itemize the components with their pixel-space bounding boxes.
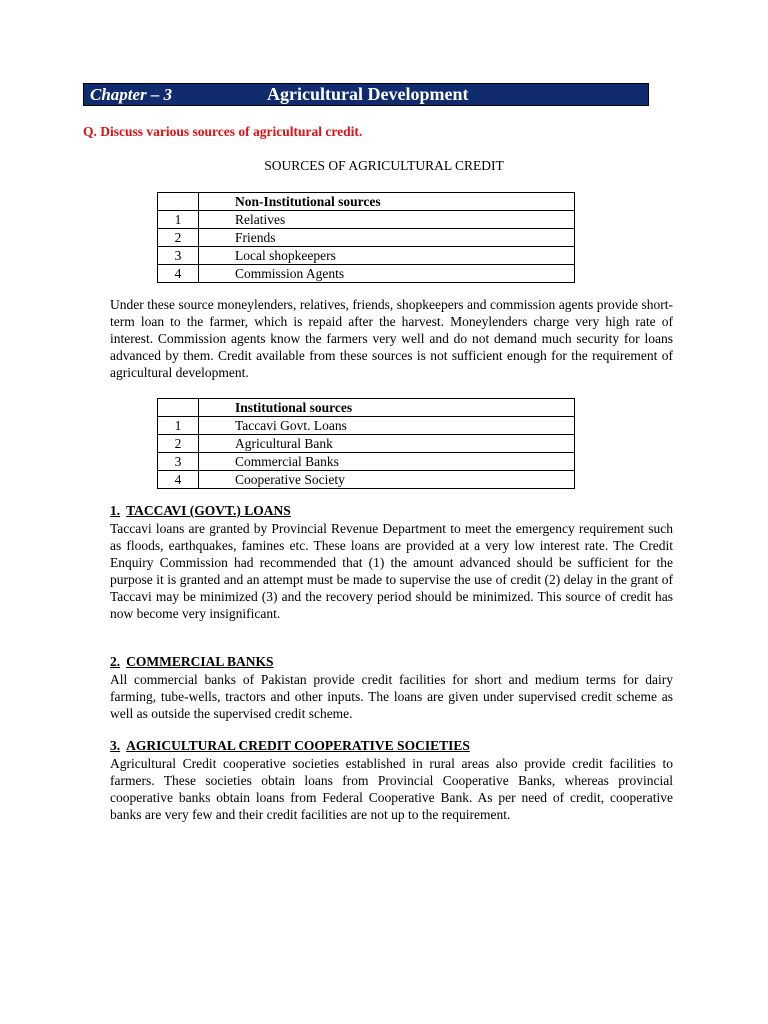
table-header-cell: Institutional sources	[199, 399, 575, 417]
section-number: 2.	[110, 654, 121, 669]
section-body-cooperative-societies: Agricultural Credit cooperative societies established in rural areas also provide credit facilities to farmers. These societies obtain loans from Provincial Cooperative Banks, whereas provincial cooperative banks obtain loans from Federal Cooperative Bank. As per need of credit, cooperative banks are very few and their credit facilities are not up to the requirement.	[110, 756, 673, 822]
row-number: 3	[158, 453, 199, 471]
question-text: Q. Discuss various sources of agricultural credit.	[83, 124, 363, 139]
table-header-row	[158, 193, 575, 211]
table-header-row	[158, 399, 575, 417]
section-title: COMMERCIAL BANKS	[126, 654, 274, 669]
intro-paragraph: Under these source moneylenders, relatives, friends, shopkeepers and commission agents provide short-term loan to the farmer, which is repaid after the harvest. Moneylenders charge very high rate of interest. Commission agents know the farmers very well and do not demand much security for loans advanced by them. Credit available from these sources is not sufficient enough for the requirement of agricultural development.	[110, 297, 673, 380]
table-row	[158, 229, 575, 247]
table-cell-empty	[158, 193, 199, 211]
row-number: 4	[158, 265, 199, 283]
table-row	[158, 417, 575, 435]
table-row	[158, 471, 575, 489]
row-label: Agricultural Bank	[199, 435, 575, 453]
row-label: Taccavi Govt. Loans	[199, 417, 575, 435]
table-row	[158, 211, 575, 229]
section-heading-taccavi	[110, 503, 291, 519]
row-label: Commission Agents	[199, 265, 575, 283]
row-label: Commercial Banks	[199, 453, 575, 471]
section-title: TACCAVI (GOVT.) LOANS	[126, 503, 291, 518]
row-label: Local shopkeepers	[199, 247, 575, 265]
row-number: 3	[158, 247, 199, 265]
chapter-title: Agricultural Development	[267, 84, 469, 104]
section-body-commercial-banks: All commercial banks of Pakistan provide credit facilities for short and medium terms for dairy farming, tube-wells, tractors and other inputs. The loans are given under supervised credit scheme as well as outside the supervised credit scheme.	[110, 672, 673, 721]
section-number: 3.	[110, 738, 121, 753]
row-number: 1	[158, 417, 199, 435]
row-label: Friends	[199, 229, 575, 247]
table-row	[158, 453, 575, 471]
section-heading-cooperative-societies	[110, 738, 470, 754]
row-number: 2	[158, 435, 199, 453]
section-body-taccavi: Taccavi loans are granted by Provincial Revenue Department to meet the emergency requirement such as floods, earthquakes, famines etc. These loans are provided at a very low interest rate. The Credit Enquiry Commission had recommended that (1) the amount advanced should be sufficient for the purpose it is granted and an attempt must be made to supervise the use of credit (2) delay in the grant of Taccavi may be minimized (3) and the recovery period should be minimized. This source of credit has now become very insignificant.	[110, 521, 673, 621]
section-number: 1.	[110, 503, 121, 518]
section-title: AGRICULTURAL CREDIT COOPERATIVE SOCIETIES	[126, 738, 470, 753]
row-number: 2	[158, 229, 199, 247]
row-number: 4	[158, 471, 199, 489]
section-heading-commercial-banks	[110, 654, 274, 670]
table-cell-empty	[158, 399, 199, 417]
row-number: 1	[158, 211, 199, 229]
row-label: Cooperative Society	[199, 471, 575, 489]
table-header-cell: Non-Institutional sources	[199, 193, 575, 211]
non-institutional-sources-table	[157, 192, 575, 283]
table-row	[158, 247, 575, 265]
chapter-header-bar	[83, 83, 649, 106]
chapter-label: Chapter – 3	[90, 85, 173, 104]
table-row	[158, 265, 575, 283]
table-row	[158, 435, 575, 453]
row-label: Relatives	[199, 211, 575, 229]
institutional-sources-table	[157, 398, 575, 489]
sources-heading: SOURCES OF AGRICULTURAL CREDIT	[264, 158, 504, 173]
